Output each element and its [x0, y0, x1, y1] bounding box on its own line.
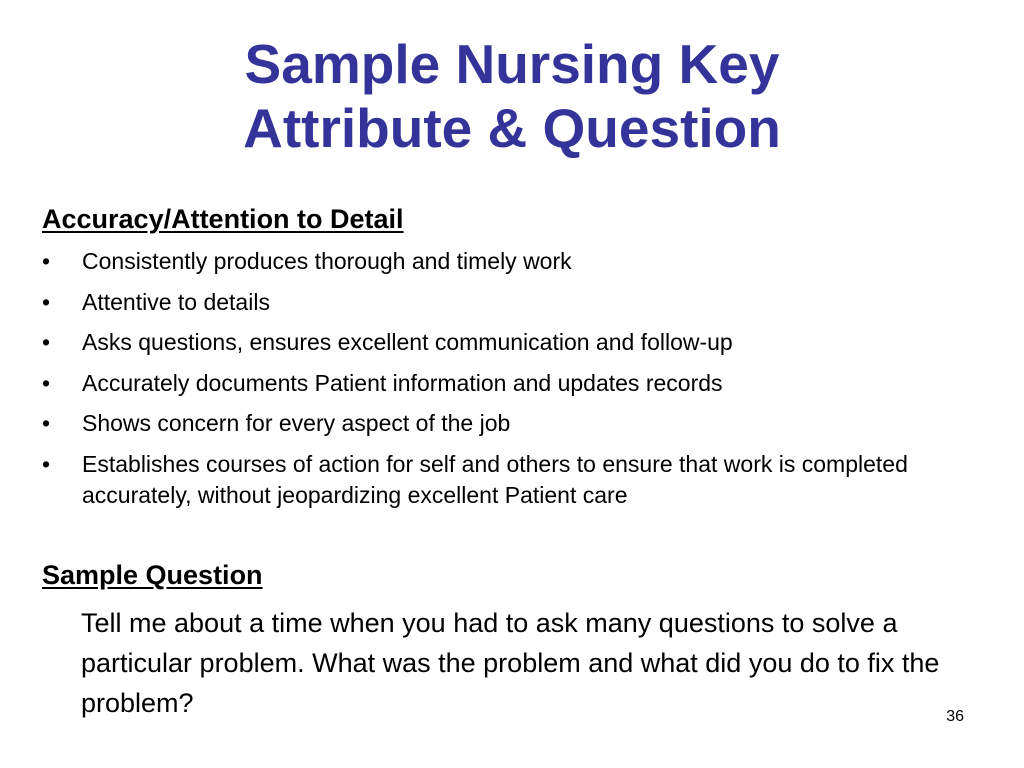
- bullet-text: Attentive to details: [82, 288, 270, 315]
- bullet-item: [42, 287, 982, 318]
- bullet-text: Establishes courses of action for self and others to ensure that work is completed accurately, without jeopardizing excellent Patient care: [82, 450, 908, 508]
- bullet-text: Consistently produces thorough and timely work: [82, 248, 572, 274]
- bullet-marker: •: [42, 410, 51, 436]
- attribute-bullet-list: [42, 246, 982, 520]
- bullet-item: [42, 327, 982, 358]
- bullet-item: [42, 246, 982, 277]
- bullet-text: Shows concern for every aspect of the job: [82, 410, 511, 436]
- bullet-marker: •: [42, 450, 51, 477]
- bullet-marker: •: [42, 288, 51, 315]
- question-heading: Sample Question: [42, 560, 263, 590]
- question-text: Tell me about a time when you had to ask many questions to solve a particular problem. What was the problem and what did you do to fix the problem?: [81, 608, 940, 718]
- bullet-marker: •: [42, 369, 51, 396]
- bullet-text: Accurately documents Patient information and updates records: [82, 369, 723, 396]
- bullet-marker: •: [42, 248, 51, 274]
- slide-title: [0, 32, 1024, 160]
- bullet-text: Asks questions, ensures excellent communication and follow-up: [82, 329, 733, 355]
- page-number: 36: [946, 708, 964, 725]
- title-line-1: Sample Nursing Key: [244, 33, 780, 95]
- bullet-item: [42, 408, 982, 439]
- bullet-item: [42, 368, 982, 399]
- bullet-marker: •: [42, 329, 51, 355]
- attribute-heading: Accuracy/Attention to Detail: [42, 204, 404, 234]
- title-line-2: Attribute & Question: [243, 97, 781, 159]
- bullet-item: [42, 449, 982, 511]
